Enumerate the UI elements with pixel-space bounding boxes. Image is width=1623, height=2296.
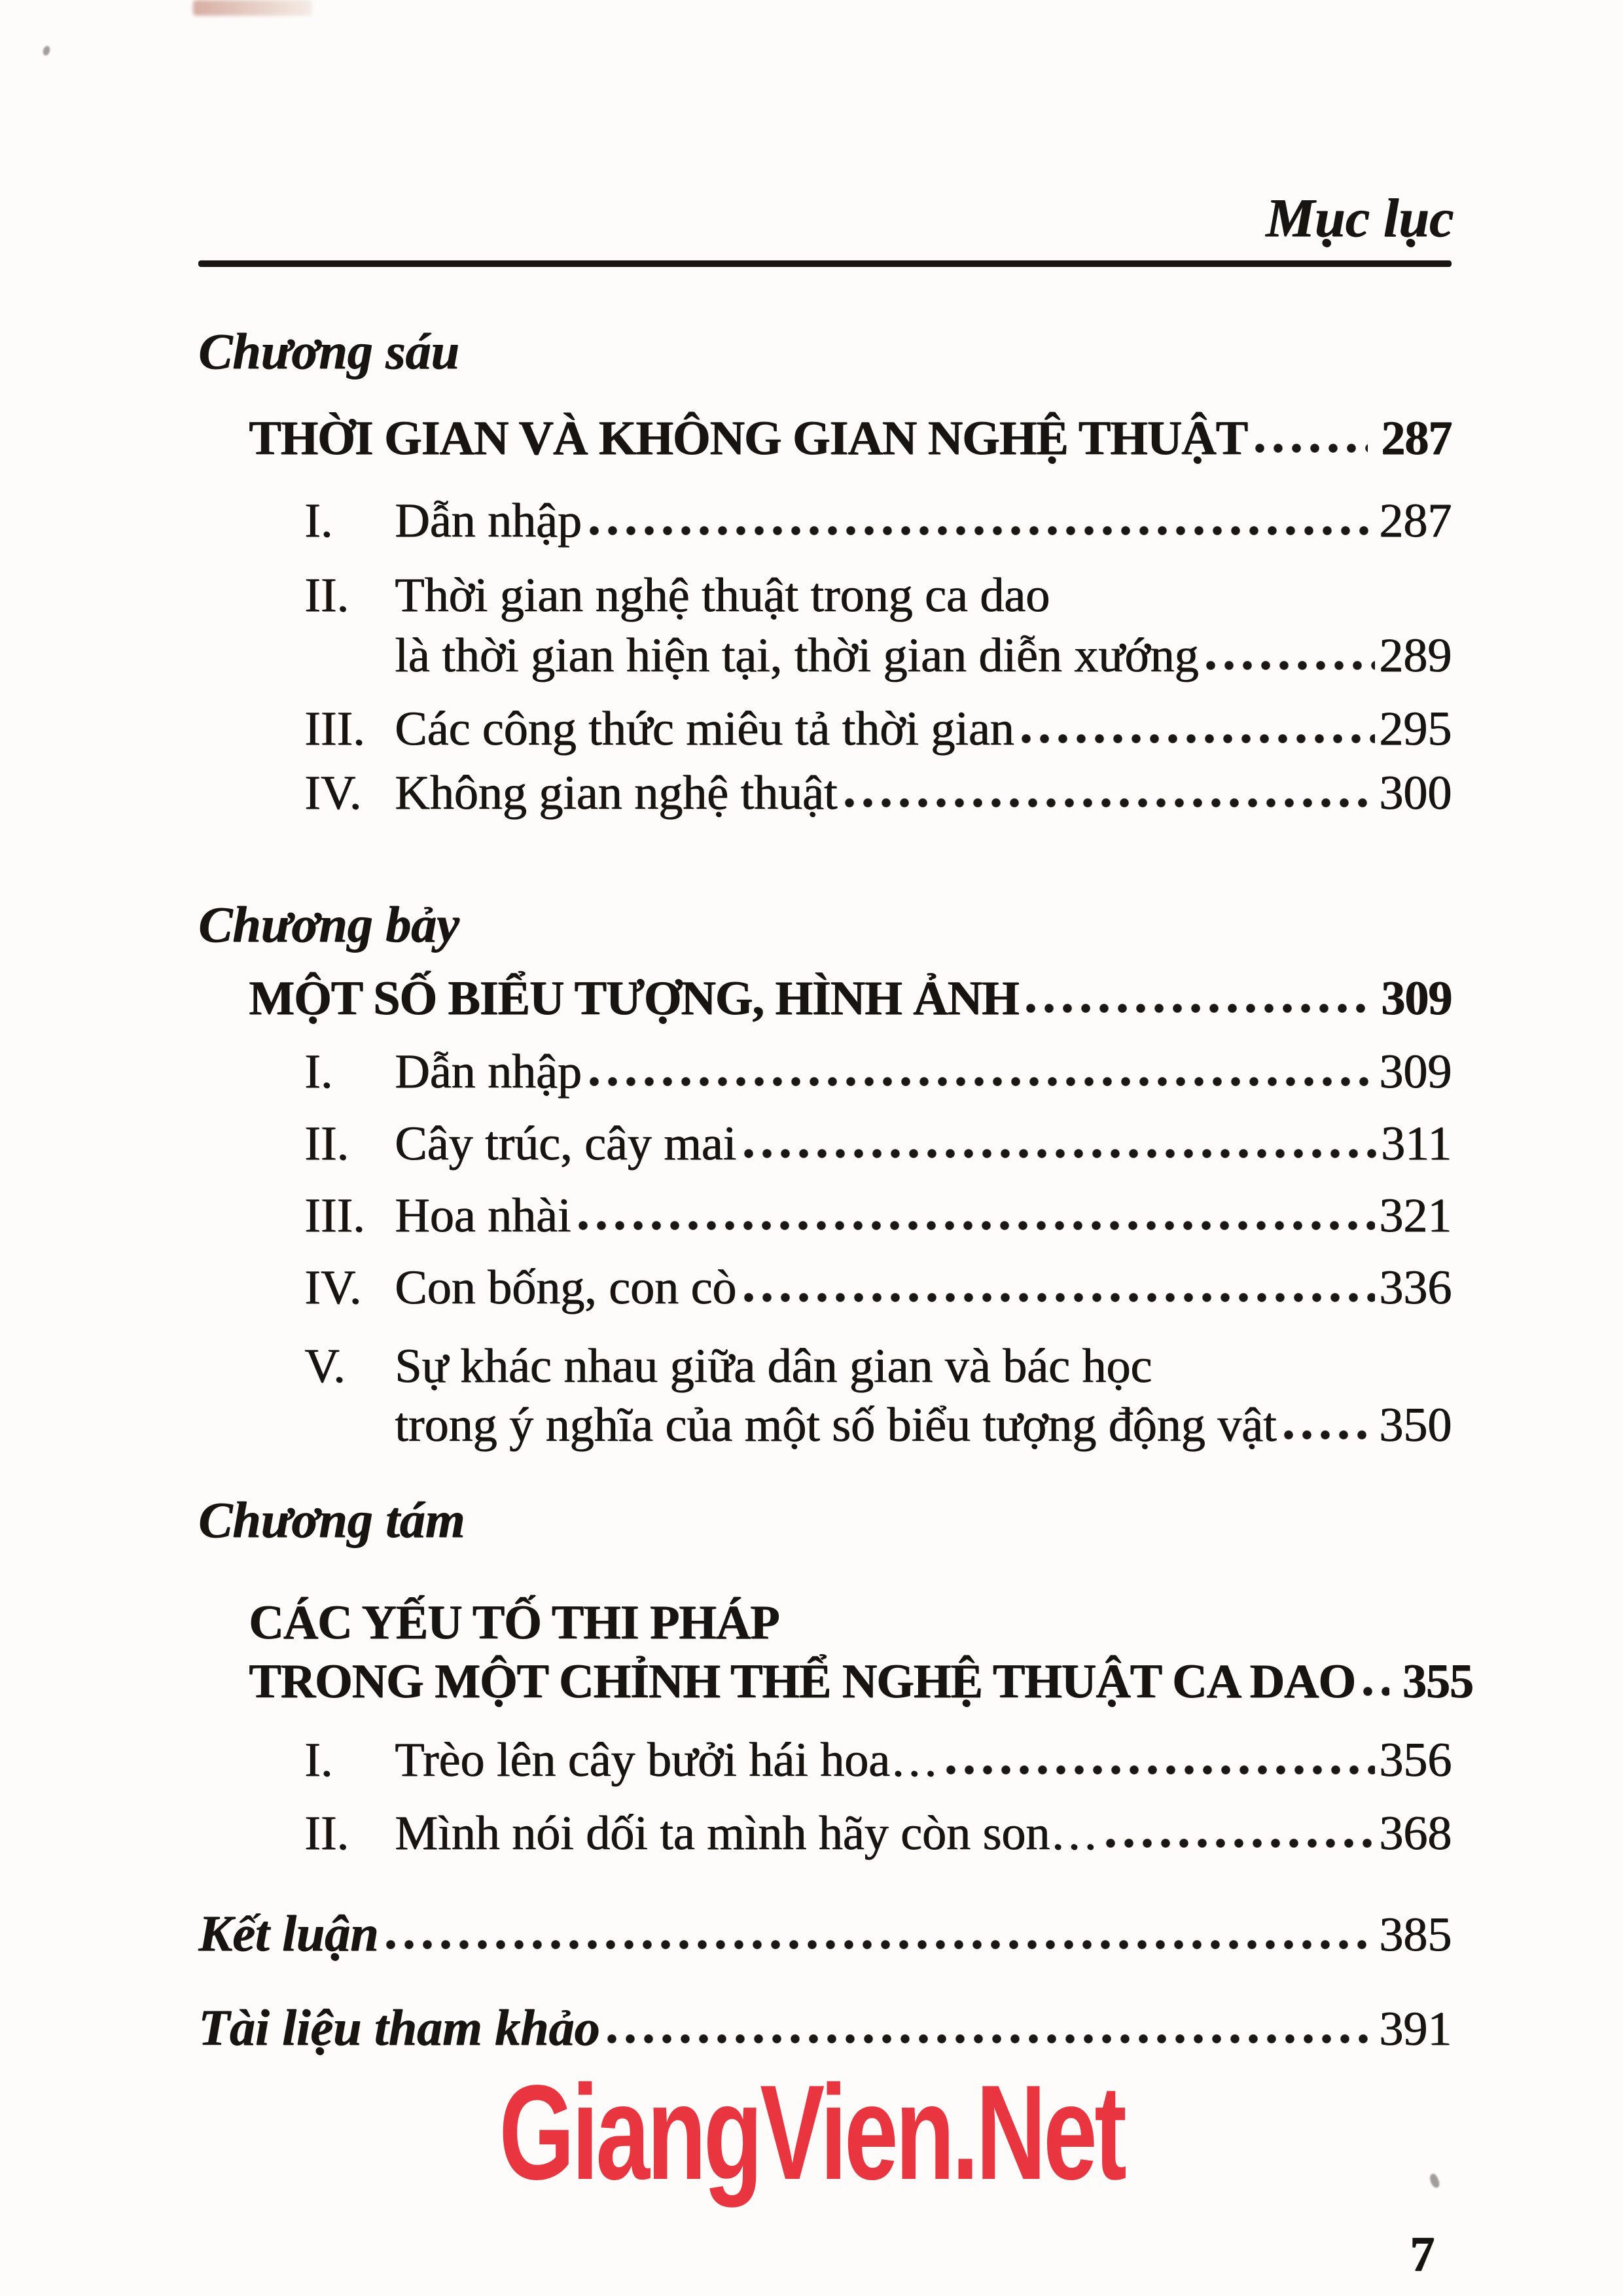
- dot-leader: [1106, 1837, 1375, 1849]
- page-ref: 391: [1379, 2002, 1452, 2056]
- item-numeral: I.: [304, 494, 333, 548]
- chapter-title-row: [249, 970, 1452, 1028]
- page-ref: 355: [1402, 1655, 1473, 1708]
- page-ref: 295: [1379, 702, 1452, 756]
- page-ref: 309: [1379, 1045, 1452, 1099]
- toc-item: [304, 700, 1452, 758]
- toc-item: [304, 492, 1452, 550]
- toc-item: [304, 1115, 1452, 1173]
- dot-leader: [607, 2033, 1375, 2045]
- page-ref: 287: [1381, 412, 1452, 465]
- item-title: Không gian nghệ thuật: [395, 766, 838, 820]
- dot-leader: [1363, 1686, 1389, 1697]
- dot-leader: [946, 1764, 1375, 1776]
- header-rule: [198, 260, 1452, 267]
- item-title: Trèo lên cây bưởi hái hoa…: [395, 1733, 938, 1787]
- dot-leader: [386, 1939, 1375, 1951]
- toc-closing-item: [198, 1903, 1452, 1964]
- dot-leader: [1022, 733, 1375, 745]
- dot-leader: [590, 525, 1375, 537]
- toc-item-continuation: [395, 1396, 1452, 1455]
- page-header-title: Mục lục: [1265, 188, 1454, 249]
- chapter-label-text: Chương tám: [198, 1491, 465, 1548]
- item-numeral: II.: [304, 569, 349, 622]
- page-ref: 356: [1379, 1733, 1452, 1787]
- item-title: Hoa nhài: [395, 1189, 571, 1243]
- page-ref: 321: [1379, 1189, 1452, 1243]
- dot-leader: [845, 797, 1375, 809]
- toc-item: [304, 1337, 1452, 1396]
- chapter-title: THỜI GIAN VÀ KHÔNG GIAN NGHỆ THUẬT: [249, 412, 1247, 465]
- dot-leader: [1255, 442, 1368, 454]
- toc-item: [304, 567, 1452, 625]
- item-numeral: I.: [304, 1733, 333, 1787]
- toc-item: [304, 1731, 1452, 1790]
- page-ref: 300: [1379, 766, 1452, 820]
- item-title: Dẫn nhập: [395, 494, 582, 548]
- item-title: Cây trúc, cây mai: [395, 1117, 736, 1171]
- scan-smudge: [193, 0, 312, 16]
- toc-item: [304, 1259, 1452, 1317]
- chapter-title-row: [249, 410, 1452, 468]
- item-numeral: I.: [304, 1045, 333, 1099]
- page-ref: 287: [1379, 494, 1452, 548]
- item-title-continued: trong ý nghĩa của một số biểu tượng động vật: [395, 1398, 1277, 1452]
- item-numeral: II.: [304, 1807, 349, 1860]
- chapter-label-text: Chương sáu: [198, 323, 459, 380]
- page-ref: 309: [1381, 972, 1452, 1025]
- dot-leader: [1284, 1429, 1375, 1441]
- folio-page-number: 7: [1410, 2227, 1435, 2282]
- dot-leader: [744, 1292, 1375, 1303]
- item-numeral: III.: [304, 702, 365, 756]
- item-numeral: IV.: [304, 766, 362, 820]
- toc-item: [304, 1043, 1452, 1101]
- scan-speck: [1428, 2173, 1441, 2189]
- page-ref: 311: [1380, 1117, 1452, 1171]
- page-ref: 385: [1379, 1908, 1452, 1962]
- item-numeral: IV.: [304, 1261, 362, 1315]
- item-numeral: III.: [304, 1189, 365, 1243]
- closing-label: Kết luận: [198, 1905, 379, 1962]
- item-title: Con bống, con cò: [395, 1261, 737, 1315]
- page-ref: 368: [1379, 1807, 1452, 1860]
- chapter-label: [198, 321, 1452, 382]
- toc-item: [304, 1805, 1452, 1863]
- toc-item: [304, 1187, 1452, 1245]
- dot-leader: [579, 1220, 1375, 1231]
- item-title: Thời gian nghệ thuật trong ca dao: [395, 569, 1050, 622]
- toc-item: [304, 764, 1452, 822]
- closing-label: Tài liệu tham khảo: [198, 1999, 600, 2056]
- dot-leader: [1206, 660, 1375, 671]
- chapter-label: [198, 1489, 1452, 1551]
- page-ref: 350: [1379, 1398, 1452, 1452]
- item-title: Các công thức miêu tả thời gian: [395, 702, 1014, 756]
- dot-leader: [744, 1148, 1377, 1159]
- page-ref: 336: [1379, 1261, 1452, 1315]
- item-title: Dẫn nhập: [395, 1045, 582, 1099]
- scan-speck: [42, 45, 51, 56]
- toc-closing-item: [198, 1997, 1452, 2058]
- chapter-label-text: Chương bảy: [198, 896, 459, 953]
- item-numeral: II.: [304, 1117, 349, 1171]
- item-numeral: V.: [304, 1339, 346, 1393]
- chapter-title-row: [249, 1653, 1473, 1711]
- chapter-title-row: [249, 1594, 1452, 1652]
- page-ref: 289: [1379, 629, 1452, 682]
- watermark-text: GiangVien.Net: [499, 2057, 1124, 2208]
- chapter-title: MỘT SỐ BIỂU TƯỢNG, HÌNH ẢNH: [249, 972, 1019, 1025]
- chapter-title: CÁC YẾU TỐ THI PHÁP: [249, 1596, 779, 1650]
- dot-leader: [590, 1076, 1375, 1087]
- chapter-label: [198, 894, 1452, 955]
- dot-leader: [1026, 1002, 1368, 1014]
- chapter-title-continued: TRONG MỘT CHỈNH THỂ NGHỆ THUẬT CA DAO: [249, 1655, 1355, 1708]
- toc-item-continuation: [395, 627, 1452, 685]
- item-title: Sự khác nhau giữa dân gian và bác học: [395, 1339, 1152, 1393]
- item-title-continued: là thời gian hiện tại, thời gian diễn xướng: [395, 629, 1199, 682]
- item-title: Mình nói dối ta mình hãy còn son…: [395, 1807, 1098, 1860]
